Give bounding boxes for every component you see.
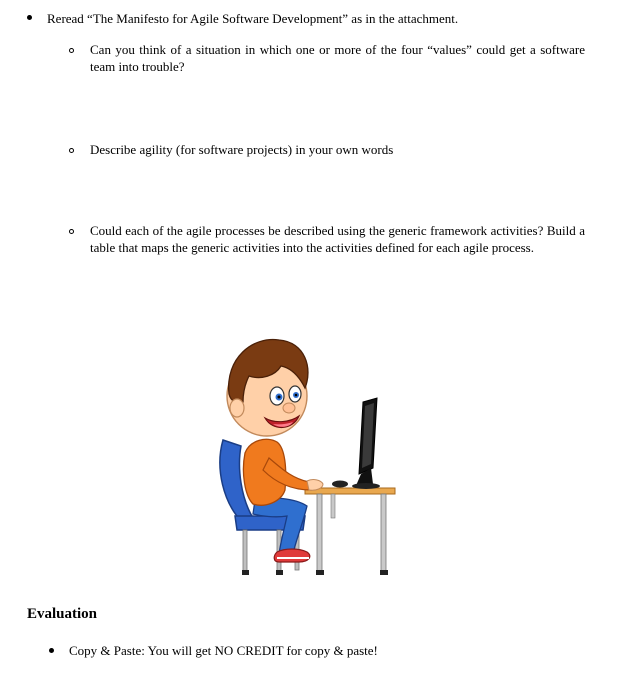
boy-at-computer-illustration [195,318,420,578]
sub-item-agile-processes-table: Could each of the agile processes be described using the generic framework activities? Build a table that maps the generic activities into the activities defined for each agile process. [90,223,585,255]
bullet-marker [49,648,54,653]
sub-bullet-marker [69,229,74,234]
evaluation-heading: Evaluation [27,606,98,622]
reread-manifesto-item: Reread “The Manifesto for Agile Software Development” as in the attachment. [47,11,459,26]
sub-item-describe-agility: Describe agility (for software projects) in your own words [90,142,394,157]
evaluation-item-copy-paste: Copy & Paste: You will get NO CREDIT for copy & paste! [69,643,378,658]
sub-bullet-marker [69,48,74,53]
bullet-marker [27,15,32,20]
sub-item-values-trouble: Can you think of a situation in which one or more of the four “values” could get a software team into trouble? [90,42,585,74]
sub-bullet-marker [69,148,74,153]
